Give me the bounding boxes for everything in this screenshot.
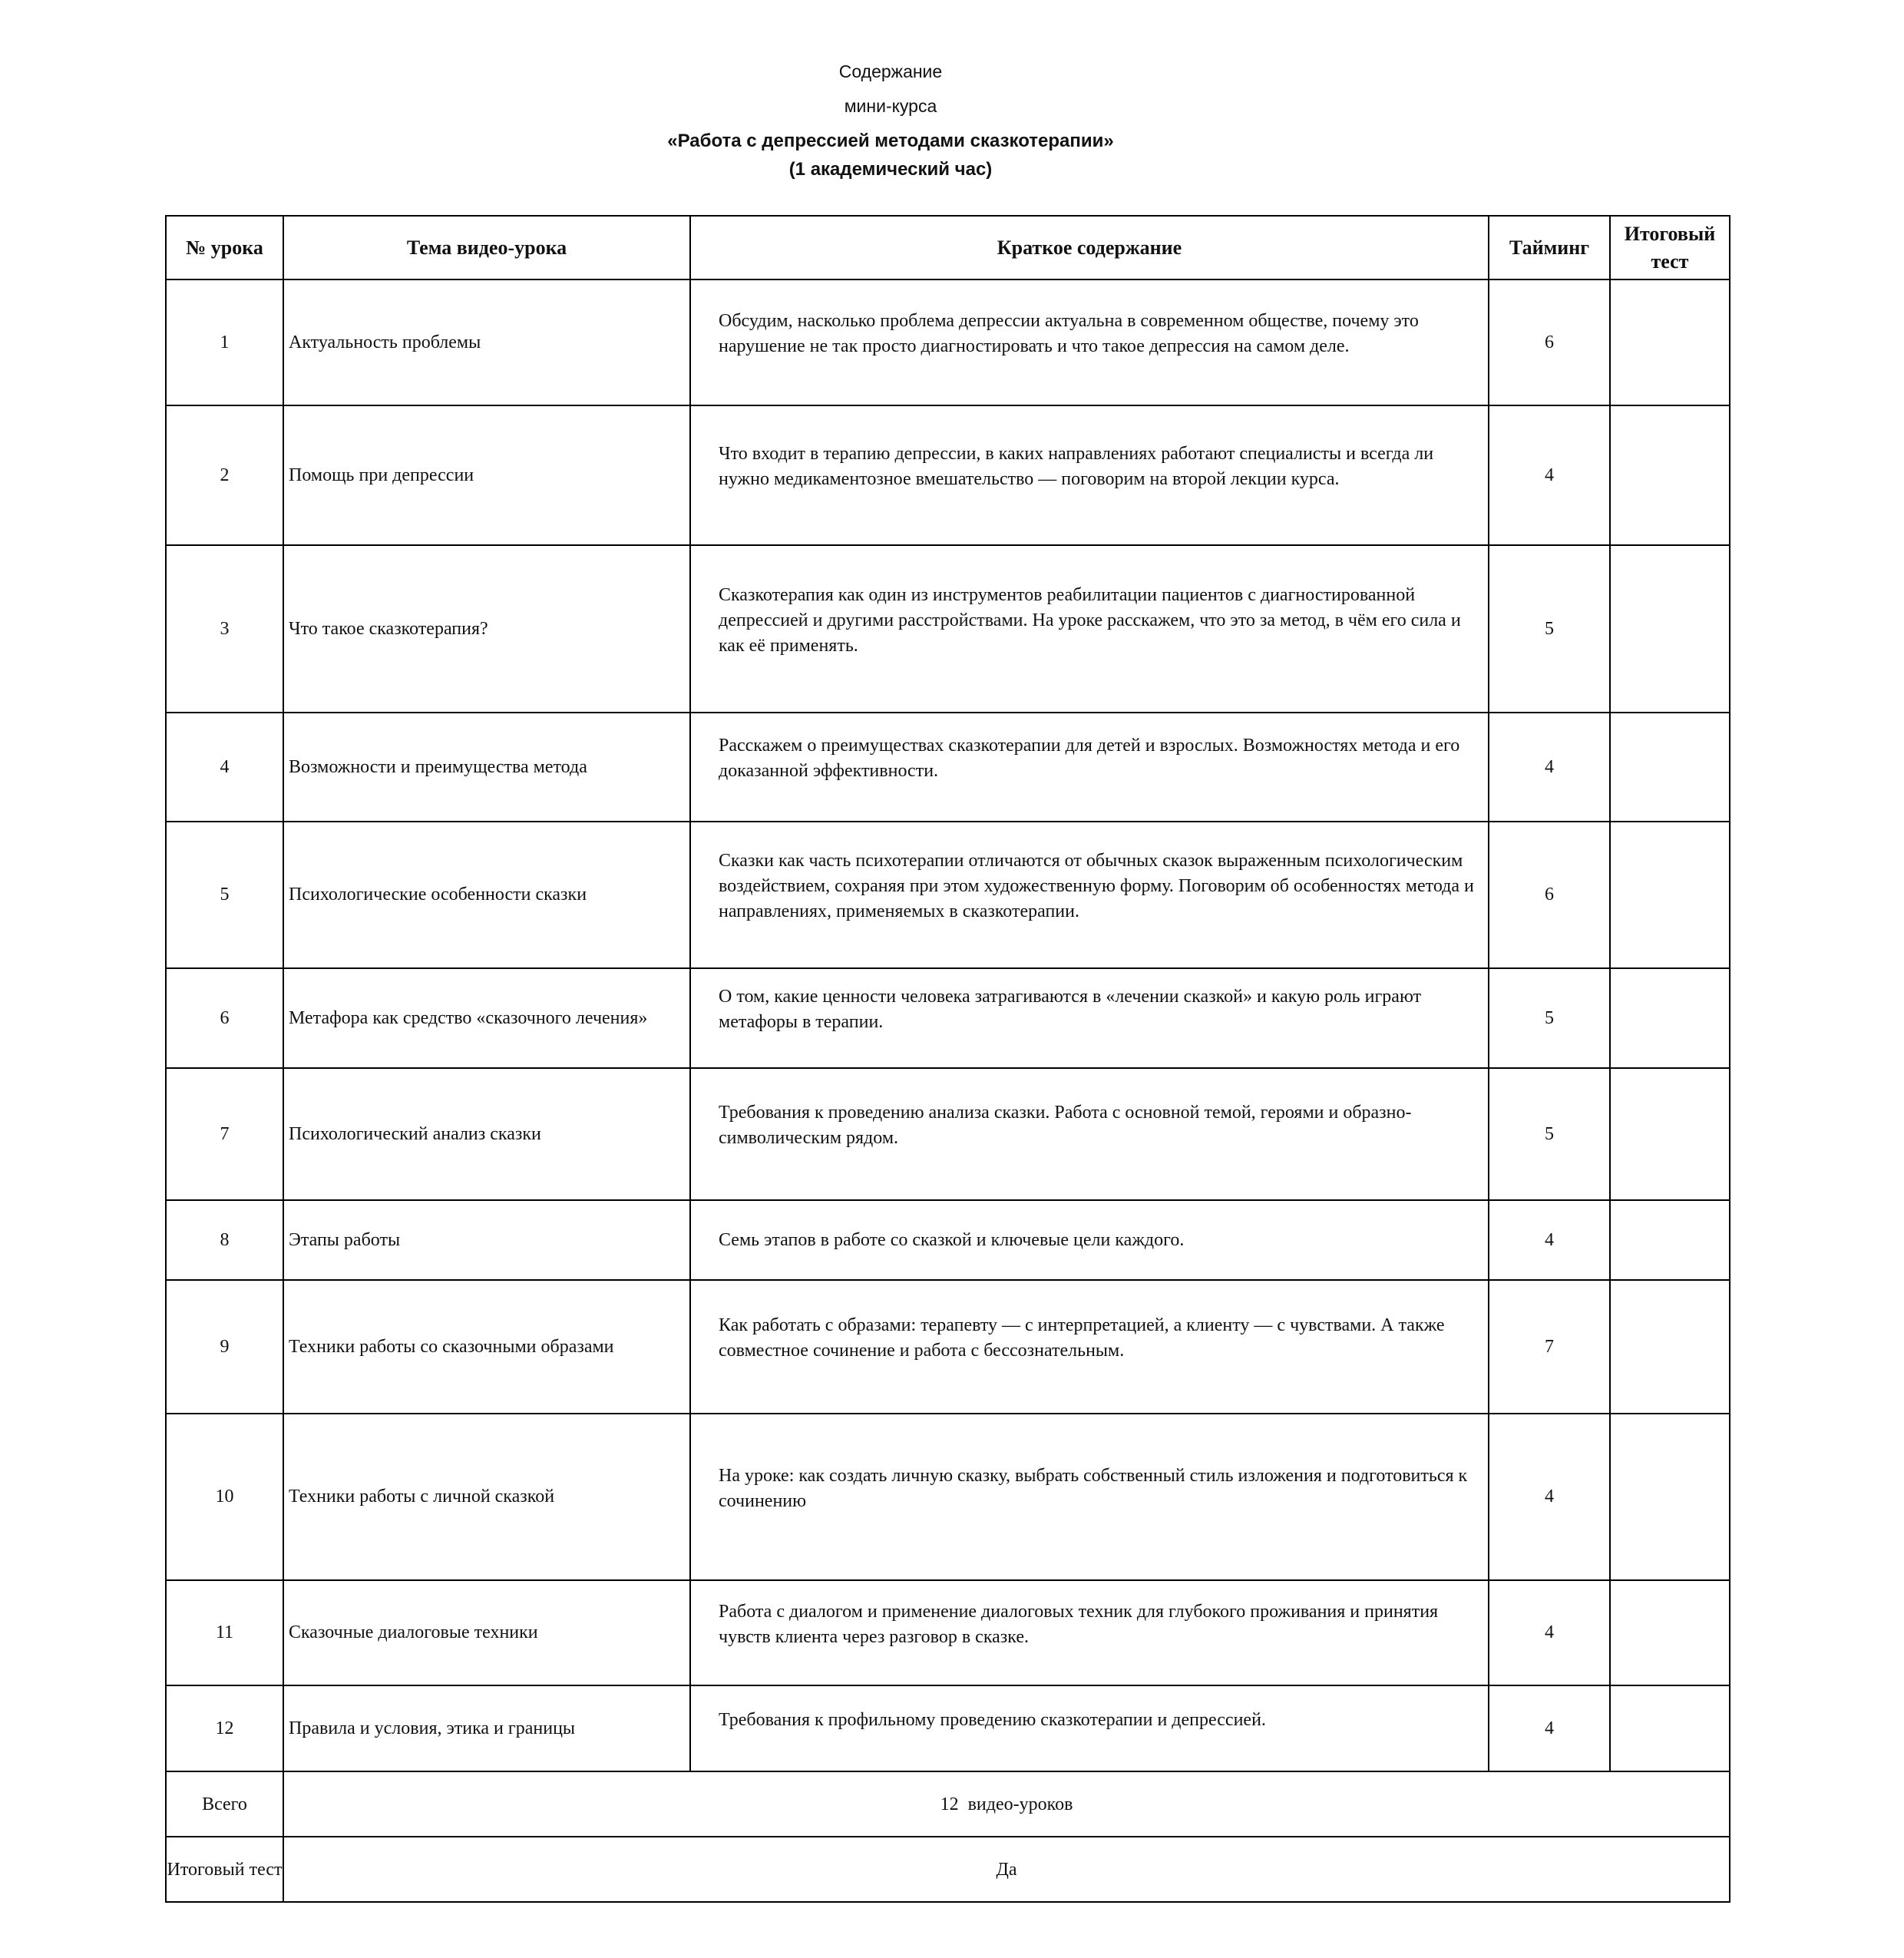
lesson-number: 1 xyxy=(166,279,283,405)
column-header-summary: Краткое содержание xyxy=(690,216,1489,279)
lesson-final-test xyxy=(1610,1580,1730,1685)
lesson-topic: Психологические особенности сказки xyxy=(283,822,690,968)
lesson-summary: О том, какие ценности человека затрагиваются в «лечении сказкой» и какую роль играют метафоры в терапии. xyxy=(690,968,1489,1068)
lesson-topic: Техники работы со сказочными образами xyxy=(283,1280,690,1414)
lesson-timing: 4 xyxy=(1489,1580,1610,1685)
final-test-label: Итоговый тест xyxy=(166,1837,283,1902)
table-row xyxy=(166,405,1730,545)
lesson-timing: 4 xyxy=(1489,1414,1610,1580)
column-header-number: № урока xyxy=(166,216,283,279)
lesson-topic: Помощь при депрессии xyxy=(283,405,690,545)
table-row xyxy=(166,1580,1730,1685)
table-row xyxy=(166,713,1730,822)
lesson-final-test xyxy=(1610,279,1730,405)
lesson-final-test xyxy=(1610,405,1730,545)
table-header-row xyxy=(166,216,1730,279)
lesson-number: 9 xyxy=(166,1280,283,1414)
lesson-topic: Сказочные диалоговые техники xyxy=(283,1580,690,1685)
table-row xyxy=(166,1068,1730,1200)
lesson-final-test xyxy=(1610,822,1730,968)
lesson-number: 2 xyxy=(166,405,283,545)
table-row xyxy=(166,1200,1730,1280)
lesson-final-test xyxy=(1610,713,1730,822)
lesson-summary: Сказки как часть психотерапии отличаются от обычных сказок выраженным психологическим воздействием, сохраняя при этом художественную форму. Поговорим об особенностях метода и направлениях, применяемых в сказкотерапии. xyxy=(690,822,1489,968)
lesson-topic: Возможности и преимущества метода xyxy=(283,713,690,822)
lesson-summary: Сказкотерапия как один из инструментов реабилитации пациентов с диагностированной депрессией и другими расстройствами. На уроке расскажем, что это за метод, в чём его сила и как её применять. xyxy=(690,545,1489,713)
header-line-2: мини-курса xyxy=(844,96,937,116)
lesson-topic: Метафора как средство «сказочного лечения» xyxy=(283,968,690,1068)
lesson-number: 4 xyxy=(166,713,283,822)
lesson-final-test xyxy=(1610,1685,1730,1771)
lesson-summary: Семь этапов в работе со сказкой и ключевые цели каждого. xyxy=(690,1200,1489,1280)
lesson-topic: Этапы работы xyxy=(283,1200,690,1280)
lesson-number: 7 xyxy=(166,1068,283,1200)
table-row xyxy=(166,822,1730,968)
lesson-number: 10 xyxy=(166,1414,283,1580)
table-row xyxy=(166,1280,1730,1414)
lesson-summary: Обсудим, насколько проблема депрессии актуальна в современном обществе, почему это нарушение не так просто диагностировать и что такое депрессия на самом деле. xyxy=(690,279,1489,405)
lesson-timing: 5 xyxy=(1489,545,1610,713)
lesson-number: 11 xyxy=(166,1580,283,1685)
lesson-number: 6 xyxy=(166,968,283,1068)
lesson-final-test xyxy=(1610,545,1730,713)
lesson-summary: Работа с диалогом и применение диалоговых техник для глубокого проживания и принятия чувств клиента через разговор в сказке. xyxy=(690,1580,1489,1685)
lesson-summary: Требования к проведению анализа сказки. Работа с основной темой, героями и образно-символическим рядом. xyxy=(690,1068,1489,1200)
table-row xyxy=(166,1414,1730,1580)
lesson-timing: 6 xyxy=(1489,822,1610,968)
lesson-timing: 4 xyxy=(1489,1200,1610,1280)
lesson-topic: Психологический анализ сказки xyxy=(283,1068,690,1200)
table-row xyxy=(166,968,1730,1068)
lesson-timing: 4 xyxy=(1489,1685,1610,1771)
table-row xyxy=(166,545,1730,713)
column-header-topic: Тема видео-урока xyxy=(283,216,690,279)
lesson-number: 12 xyxy=(166,1685,283,1771)
lesson-number: 8 xyxy=(166,1200,283,1280)
lesson-timing: 4 xyxy=(1489,713,1610,822)
lesson-final-test xyxy=(1610,1414,1730,1580)
lesson-timing: 6 xyxy=(1489,279,1610,405)
lesson-topic: Актуальность проблемы xyxy=(283,279,690,405)
lesson-timing: 5 xyxy=(1489,968,1610,1068)
lesson-number: 3 xyxy=(166,545,283,713)
total-label: Всего xyxy=(166,1771,283,1837)
lesson-timing: 4 xyxy=(1489,405,1610,545)
final-test-row xyxy=(166,1837,1730,1902)
lesson-final-test xyxy=(1610,1200,1730,1280)
lesson-timing: 7 xyxy=(1489,1280,1610,1414)
total-row xyxy=(166,1771,1730,1837)
lesson-timing: 5 xyxy=(1489,1068,1610,1200)
lesson-summary: Расскажем о преимуществах сказкотерапии для детей и взрослых. Возможностях метода и его доказанной эффективности. xyxy=(690,713,1489,822)
lesson-final-test xyxy=(1610,1068,1730,1200)
total-value: 12 видео-уроков xyxy=(283,1771,1730,1837)
lesson-number: 5 xyxy=(166,822,283,968)
course-title: «Работа с депрессией методами сказкотерапии» xyxy=(667,131,1114,151)
lesson-summary: На уроке: как создать личную сказку, выбрать собственный стиль изложения и подготовиться к сочинению xyxy=(690,1414,1489,1580)
lesson-summary: Требования к профильному проведению сказкотерапии и депрессией. xyxy=(690,1685,1489,1771)
column-header-final-test: Итоговый тест xyxy=(1610,216,1730,279)
lesson-topic: Техники работы с личной сказкой xyxy=(283,1414,690,1580)
lesson-topic: Правила и условия, этика и границы xyxy=(283,1685,690,1771)
lesson-summary: Как работать с образами: терапевту — с интерпретацией, а клиенту — с чувствами. А также совместное сочинение и работа с бессознательным. xyxy=(690,1280,1489,1414)
course-hours: (1 академический час) xyxy=(788,159,993,180)
final-test-value: Да xyxy=(283,1837,1730,1902)
lesson-final-test xyxy=(1610,1280,1730,1414)
course-table xyxy=(165,215,1730,1903)
header-line-1: Содержание xyxy=(838,61,943,81)
lesson-topic: Что такое сказкотерапия? xyxy=(283,545,690,713)
table-row xyxy=(166,279,1730,405)
table-row xyxy=(166,1685,1730,1771)
lesson-summary: Что входит в терапию депрессии, в каких направлениях работают специалисты и всегда ли нужно медикаментозное вмешательство — поговорим на второй лекции курса. xyxy=(690,405,1489,545)
column-header-timing: Тайминг xyxy=(1489,216,1610,279)
lesson-final-test xyxy=(1610,968,1730,1068)
